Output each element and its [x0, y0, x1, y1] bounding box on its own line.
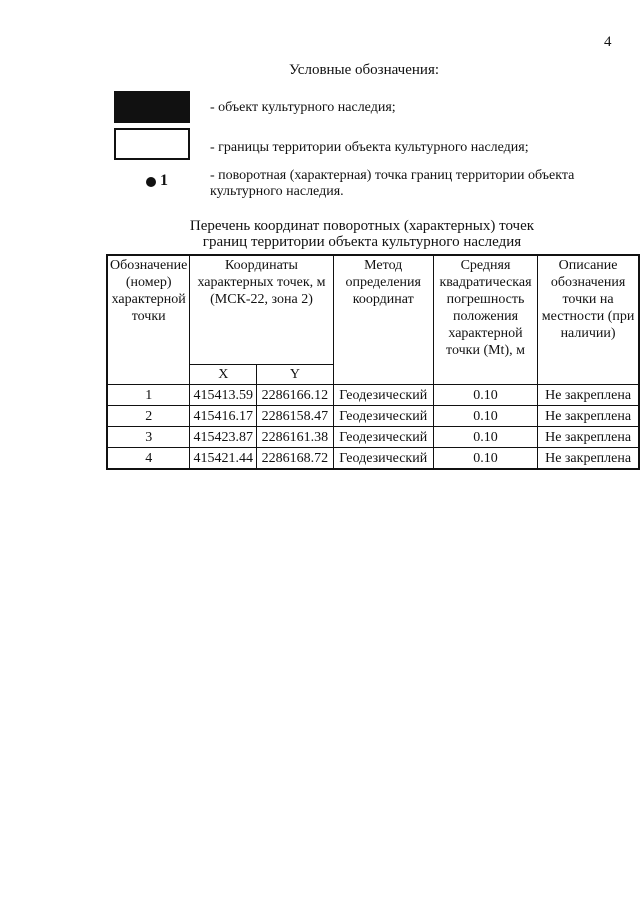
- cell-description: Не закреплена: [538, 448, 639, 470]
- table-row: [107, 406, 639, 427]
- point-marker-label: 1: [160, 172, 168, 189]
- cell-num: 2: [107, 406, 190, 427]
- cell-x: 415423.87: [190, 427, 257, 448]
- legend-item-text: - поворотная (характерная) точка границ территории объекта культурного наследия.: [210, 168, 575, 199]
- cell-description: Не закреплена: [538, 385, 639, 406]
- cell-method: Геодезический: [333, 448, 433, 470]
- header-y: Y: [257, 365, 333, 385]
- table-row: [107, 385, 639, 406]
- cell-y: 2286158.47: [257, 406, 333, 427]
- cell-num: 3: [107, 427, 190, 448]
- header-x: X: [190, 365, 257, 385]
- table-title-line: границ территории объекта культурного наследия: [202, 234, 522, 250]
- cell-num: 1: [107, 385, 190, 406]
- cell-error: 0.10: [433, 427, 537, 448]
- cell-description: Не закреплена: [538, 406, 639, 427]
- cell-y: 2286161.38: [257, 427, 333, 448]
- coordinates-table: [106, 254, 640, 470]
- cell-y: 2286168.72: [257, 448, 333, 470]
- page-number: 4: [604, 34, 612, 50]
- table-row: [107, 427, 639, 448]
- legend-item-text: - объект культурного наследия;: [210, 100, 396, 115]
- cell-num: 4: [107, 448, 190, 470]
- point-marker-icon: [146, 177, 156, 187]
- cell-description: Не закреплена: [538, 427, 639, 448]
- header-description: Описание обозначения точки на местности (при наличии): [538, 255, 639, 385]
- header-method: Метод определения координат: [333, 255, 433, 385]
- territory-boundary-symbol-icon: [114, 128, 190, 160]
- cell-y: 2286166.12: [257, 385, 333, 406]
- cell-error: 0.10: [433, 448, 537, 470]
- cell-x: 415413.59: [190, 385, 257, 406]
- cultural-heritage-object-symbol-icon: [114, 91, 190, 123]
- cell-x: 415421.44: [190, 448, 257, 470]
- header-error: Средняя квадратическая погрешность положения характерной точки (Mt), м: [433, 255, 537, 385]
- cell-method: Геодезический: [333, 427, 433, 448]
- cell-x: 415416.17: [190, 406, 257, 427]
- legend-item-text: - границы территории объекта культурного наследия;: [210, 140, 529, 155]
- table-title-line: Перечень координат поворотных (характерных) точек: [189, 218, 535, 234]
- cell-error: 0.10: [433, 406, 537, 427]
- cell-method: Геодезический: [333, 385, 433, 406]
- table-title: [0, 218, 640, 250]
- legend-title: Условные обозначения:: [288, 62, 440, 78]
- header-coordinates: Координаты характерных точек, м (МСК-22, зона 2): [190, 255, 333, 365]
- cell-error: 0.10: [433, 385, 537, 406]
- header-designation: Обозначение (номер) характерной точки: [107, 255, 190, 385]
- cell-method: Геодезический: [333, 406, 433, 427]
- table-header-row: [107, 255, 639, 365]
- table-row: [107, 448, 639, 470]
